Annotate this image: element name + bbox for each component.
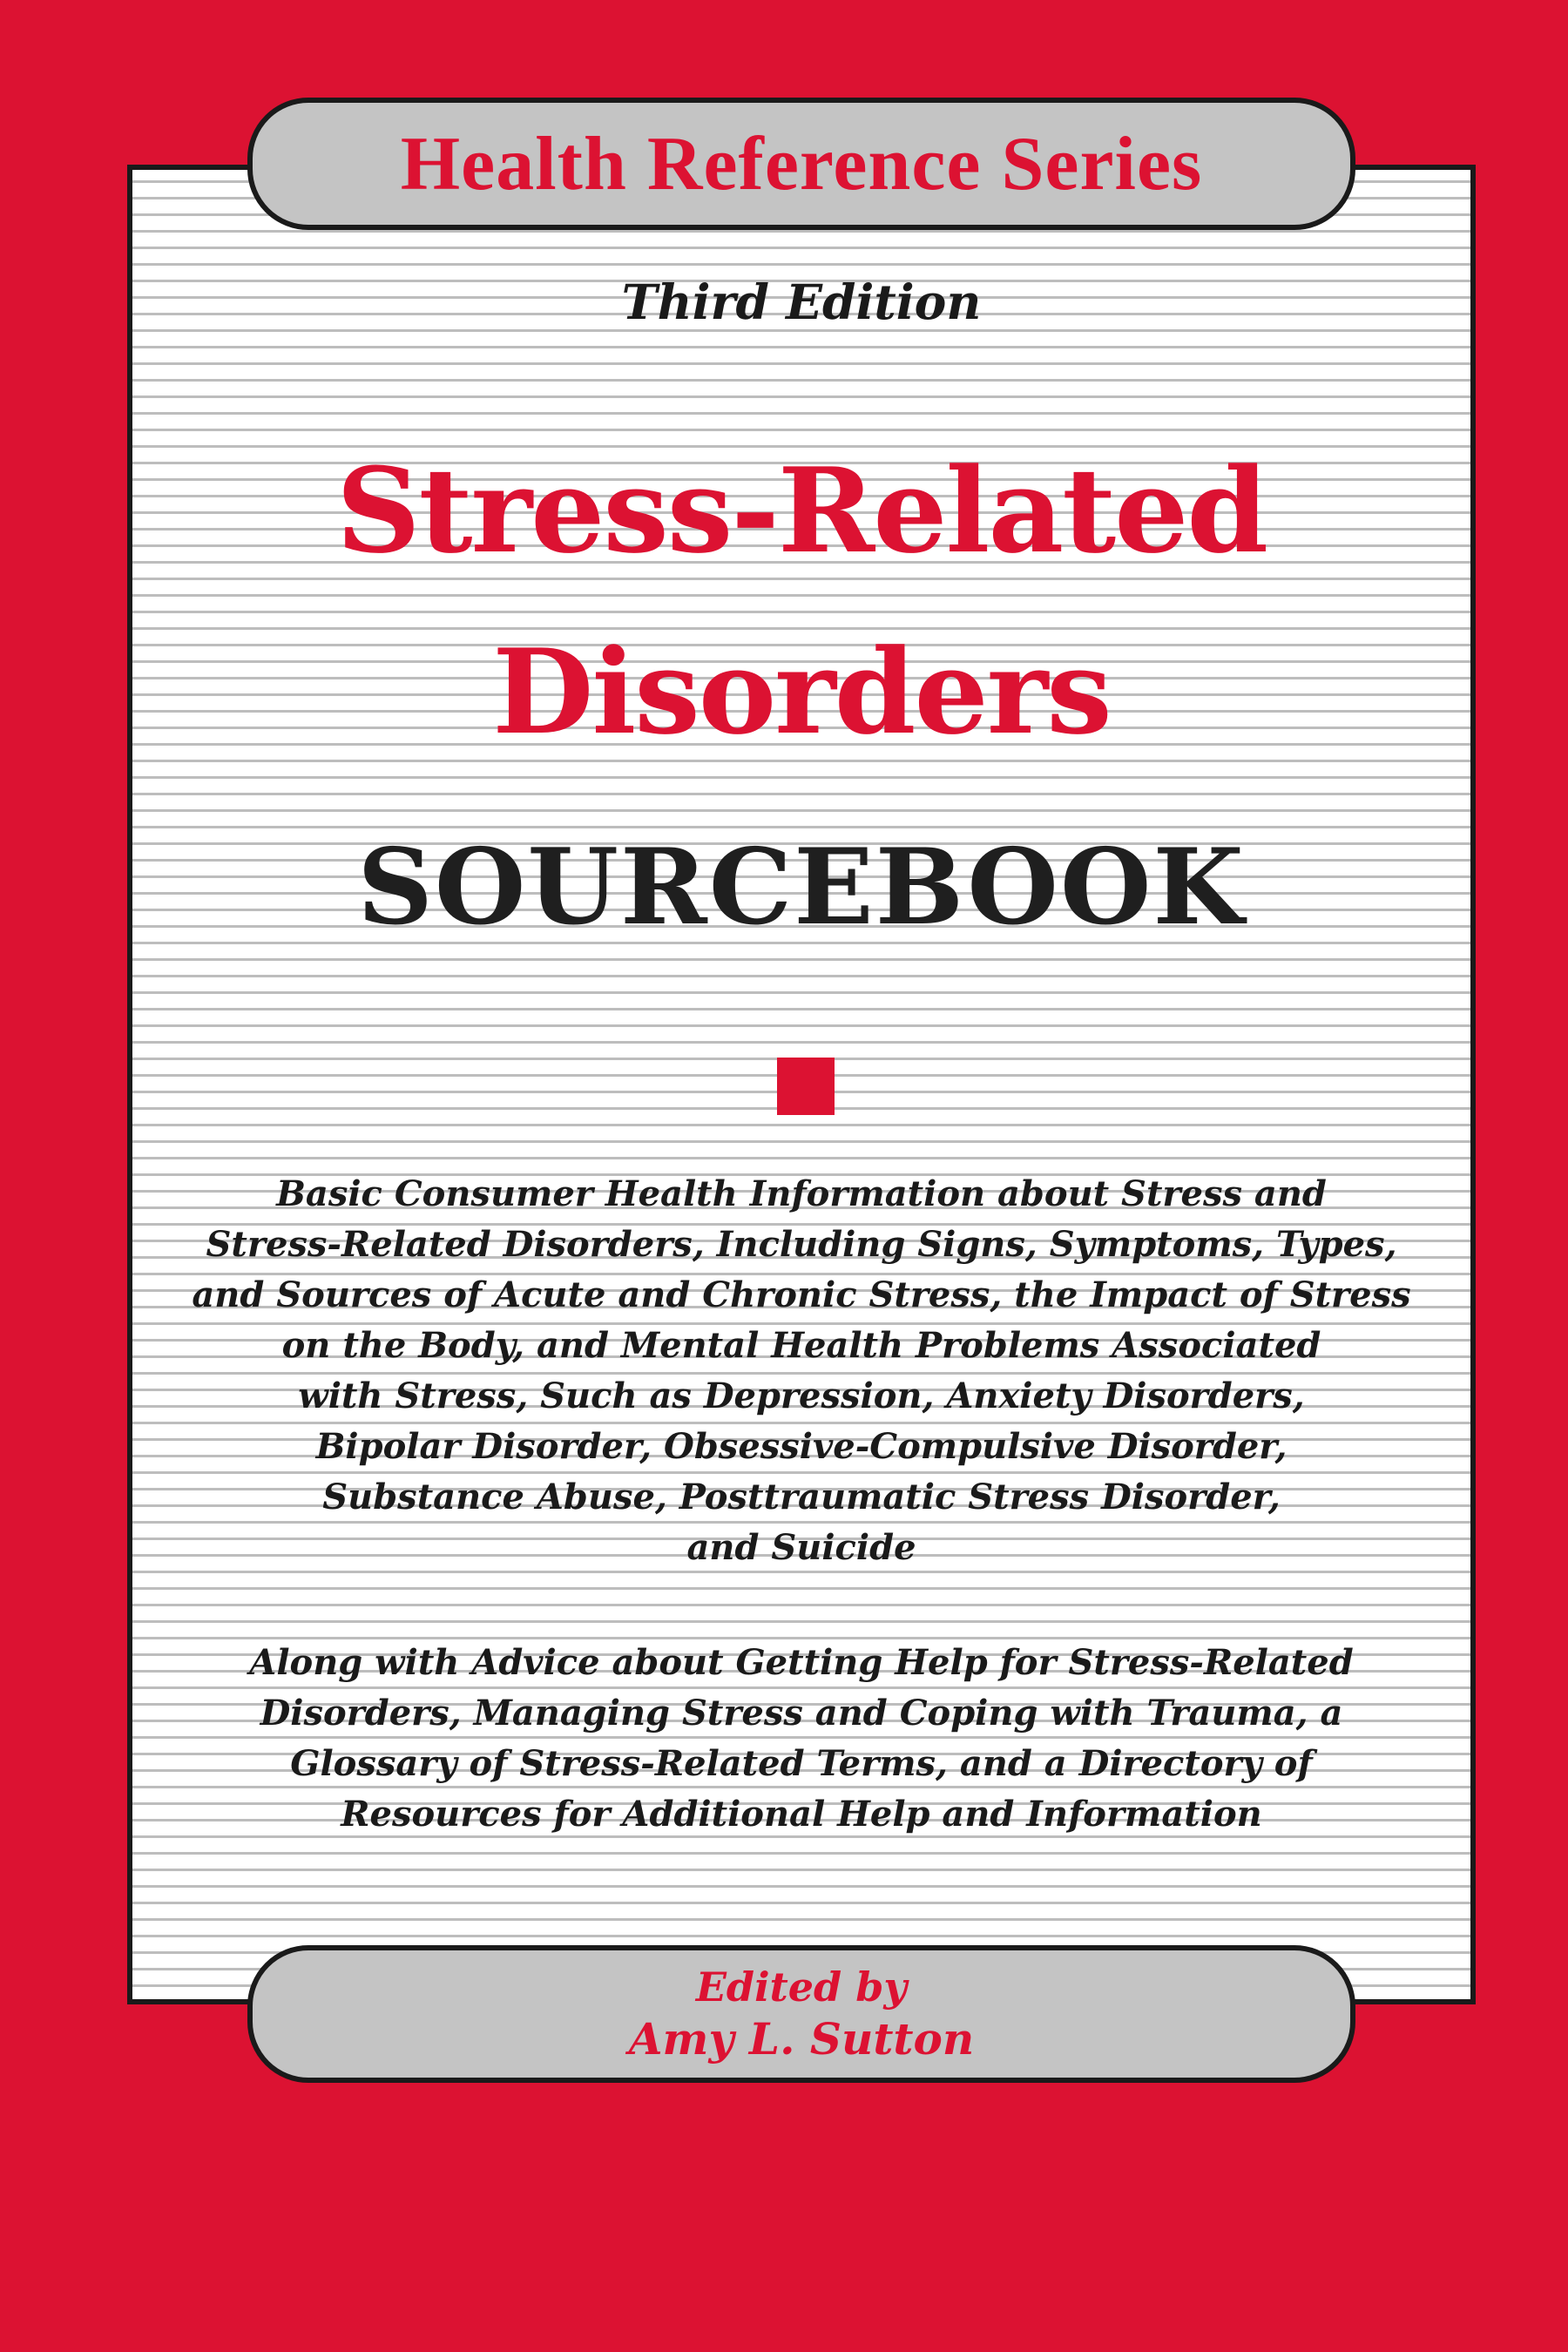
description <box>127 1169 1476 1573</box>
editor-banner <box>247 1945 1355 2083</box>
description-line: on the Body, and Mental Health Problems Associated <box>281 1325 1321 1366</box>
series-banner <box>247 98 1355 230</box>
edition-label: Third Edition <box>621 274 982 330</box>
book-title-line: Disorders <box>492 623 1111 760</box>
description-line: Basic Consumer Health Information about Stress and <box>276 1173 1327 1214</box>
book-title <box>127 420 1476 782</box>
advice-description <box>127 1638 1476 1840</box>
description-line: and Suicide <box>686 1527 916 1568</box>
decorative-square <box>777 1058 835 1115</box>
description-line: Stress-Related Disorders, Including Signs, Symptoms, Types, <box>206 1224 1397 1265</box>
advice-line: Along with Advice about Getting Help for Stress-Related <box>249 1642 1354 1683</box>
description-line: Bipolar Disorder, Obsessive-Compulsive Disorder, <box>315 1426 1288 1467</box>
description-line: with Stress, Such as Depression, Anxiety Disorders, <box>298 1375 1305 1416</box>
advice-line: Resources for Additional Help and Information <box>341 1794 1262 1835</box>
description-line: Substance Abuse, Posttraumatic Stress Disorder, <box>322 1477 1281 1517</box>
advice-line: Glossary of Stress-Related Terms, and a Directory of <box>290 1743 1313 1784</box>
series-title: Health Reference Series <box>400 121 1203 206</box>
advice-line: Disorders, Managing Stress and Coping with Trauma, a <box>260 1693 1343 1734</box>
description-line: and Sources of Acute and Chronic Stress, the Impact of Stress <box>192 1274 1411 1315</box>
book-title-line: Stress-Related <box>335 442 1267 579</box>
editor-label: Edited by <box>695 1963 908 2011</box>
book-subtitle: SOURCEBOOK <box>357 826 1246 949</box>
editor-name: Amy L. Sutton <box>628 2013 975 2065</box>
